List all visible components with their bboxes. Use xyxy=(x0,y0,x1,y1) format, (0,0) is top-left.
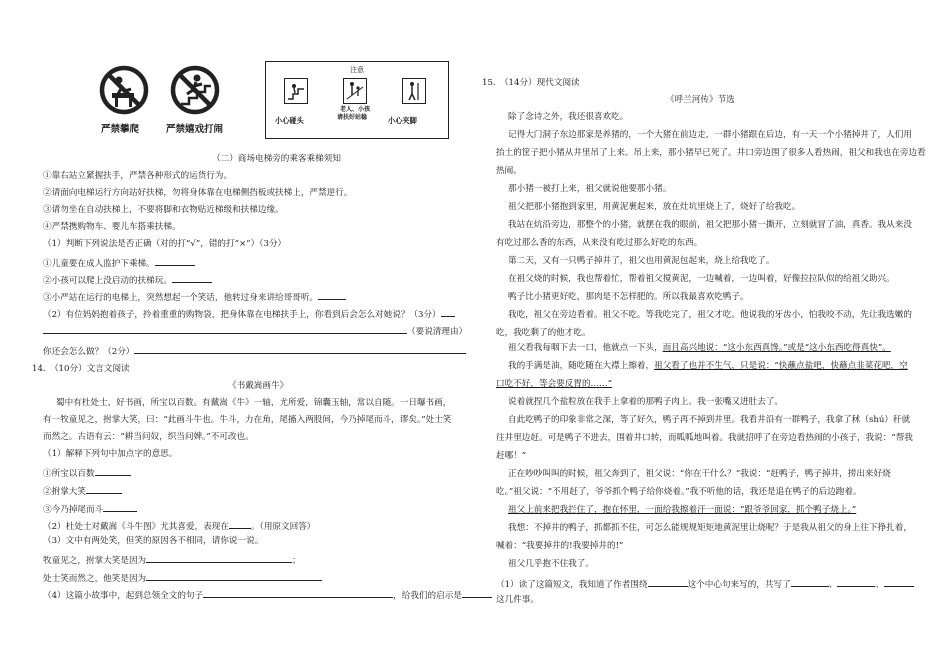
no-climbing-icon xyxy=(98,64,150,116)
sign-caption-no-climbing: 严禁攀爬 xyxy=(101,124,140,135)
question-2-line: （要说清理由） xyxy=(43,324,467,338)
passage-line: 除了念诗之外，我还很喜欢吃。 xyxy=(508,112,629,122)
passage-line-think2: 喊着：“我要掉井的!我要掉井的!” xyxy=(496,541,624,551)
q14-title: 《书戴嵩画牛》 xyxy=(228,381,289,391)
laugh-2: 处士笑而然之，他笑是因为 xyxy=(43,571,322,585)
passage-line: 蜀中有杜处士，好书画，所宝以百数。有戴嵩《牛》一轴，尤所爱，锦囊玉轴，常以自随。一日曝书画， xyxy=(56,398,452,408)
laugh-1: 牧童见之，拊掌大笑是因为 ； xyxy=(43,553,301,567)
word-1: ①所宝以百数 xyxy=(43,466,131,480)
sub-question-4: （4）这篇小故事中，起到总领全文的句子 ，给我们的启示是 xyxy=(43,588,492,602)
passage-line: 那小猪一被打上来，祖父就说他要那小猪。 xyxy=(508,184,672,194)
caption-watch-head: 小心碰头 xyxy=(275,116,304,125)
caption-elderly-line1: 老人、小孩 xyxy=(340,106,371,113)
passage-line-end: 祖父几乎抱不住我了。 xyxy=(508,559,594,569)
answer-blank[interactable] xyxy=(43,324,407,334)
answer-blank[interactable] xyxy=(103,502,137,512)
answer-blank[interactable] xyxy=(155,256,195,266)
answer-blank[interactable] xyxy=(134,344,466,354)
answer-blank[interactable] xyxy=(441,307,455,317)
q15-title: 《呼兰河传》节选 xyxy=(666,95,735,105)
passage-line-underline-1: 祖父看我每咽下去一口，他就点一下头，而且高兴地说：“这小东西真馋。”或是“这小东西吃得真快”。 xyxy=(508,343,891,353)
sign-caption-no-playing: 严禁嬉戏打闹 xyxy=(166,124,224,135)
no-playing-icon xyxy=(169,64,221,116)
answer-blank[interactable] xyxy=(884,577,914,587)
answer-blank[interactable] xyxy=(791,577,829,587)
sub-question-2: （2）杜处士对戴嵩《斗牛图》尤其喜爱，表现在 。（用原文回答） xyxy=(43,519,315,533)
passage-line-shout2: 吃。”祖父说：“不用赶了，爷爷抓个鸭子给你烧着。”我不听他的话，我还是追在鸭子的后边跑着。 xyxy=(496,487,862,497)
passage-line: 我站在炕沿旁边，那整个的小猪，就摆在我的眼前，祖父把那小猪一撕开，立刻就冒了油，真香。我从来没 xyxy=(508,220,912,230)
answer-blank[interactable] xyxy=(146,571,322,581)
answer-blank[interactable] xyxy=(86,484,122,494)
answer-blank[interactable] xyxy=(229,519,251,529)
q15-sub-1: （1）读了这篇短文，我知道了作者围绕 这个中心句来写的，共写了 、 、 xyxy=(496,577,914,591)
passage-line: 有吃过那么香的东西，从来没有吃过那么好吃的东西。 xyxy=(496,238,703,248)
answer-blank[interactable] xyxy=(318,290,346,300)
caption-watch-feet: 小心夹脚 xyxy=(388,116,417,125)
q15-sub-1-end: 这几件事。 xyxy=(496,595,539,605)
passage-line: 在祖父烧的时候，我也帮着忙，帮着祖父搅黄泥，一边喊着，一边叫着，好像拉拉队似的给祖父助兴。 xyxy=(508,274,895,284)
answer-blank[interactable] xyxy=(648,577,688,587)
answer-blank[interactable] xyxy=(95,466,131,476)
answer-blank[interactable] xyxy=(146,553,292,563)
caption-elderly-line2: 请扶好站稳 xyxy=(337,114,368,121)
passage-line-underline-2: 祖父上前来把我拦住了，抱在怀里，一面给我擦着汗一面说：“跟爷爷回家，抓个鸭子烧上。” xyxy=(508,505,857,515)
passage-line: 我吃，祖父在旁边看着。祖父不吃。等我吃完了，祖父才吃。他说我的牙齿小，怕我咬不动，先让我选嫩的 xyxy=(508,310,912,320)
section2-title: （二）商场电梯旁的乘客乘梯须知 xyxy=(212,154,341,164)
passage-line: 吃，我吃剩了的他才吃。 xyxy=(496,328,591,338)
passage-line-shout1: 正在吵吵叫叫的时候，祖父奔到了，祖父说：“你在干什么？”我说：“赶鸭子，鸭子掉井，捞出来好烧 xyxy=(508,469,891,479)
passage-line-think1: 我想：不掉井的鸭子，抓都抓不住，可怎么能规规矩矩地黄泥里让烧呢？于是我从祖父的身上往下挣扎着， xyxy=(508,523,912,533)
passage-line-hand: 我的手满是油，随吃随在大襟上擦着，祖父看了也并不生气，只是说：“快蘸点盐吧，快蘸点韭菜花吧，空 xyxy=(508,361,908,371)
word-3: ③今乃掉尾而斗 xyxy=(43,502,137,516)
passage-line: 而然之。古语有云：“耕当问奴，织当问婢。”不可改也。 xyxy=(43,432,254,442)
passage-line-well2: 往井里边赶。可是鸭子不进去，围着井口转，而呱呱地叫着。我就招呼了在旁边看热闹的小孩子，我说：“帮我 xyxy=(496,433,913,443)
judge-3: ③小严站在运行的电梯上，突然想起一个笑话，他转过身来讲给哥哥听。 xyxy=(43,290,346,304)
passage-line-salt: 说着就捏几个盐粒放在我手上拿着的那鸭子肉上。我一张嘴又进肚去了。 xyxy=(508,397,784,407)
question-2: （2）有位妈妈抱着孩子，拎着重重的购物袋，把身体靠在电梯扶手上，你看到后会怎么对她说？（3分） xyxy=(43,307,455,321)
answer-blank[interactable] xyxy=(172,273,212,283)
answer-blank[interactable] xyxy=(203,588,393,598)
question-2-end: 你还会怎么做？（2分） xyxy=(43,344,466,358)
passage-line: 有一牧童见之，拊掌大笑，曰：“此画斗牛也。牛斗，力在角，尾搐入两股间，今乃掉尾而斗，谬矣。”处士笑 xyxy=(43,415,452,425)
elderly-child-icon xyxy=(343,78,367,104)
judge-1: ①儿童要在成人监护下乘梯。 xyxy=(43,256,195,270)
rule-2: ②请面向电梯运行方向站好扶梯，勿将身体靠在电梯侧挡板或扶梯上，严禁逆行。 xyxy=(43,188,353,198)
passage-line-hand-2: 口吃不好，等会要反胃的……” xyxy=(496,379,613,389)
notice-box xyxy=(265,61,449,139)
watch-head-icon xyxy=(284,78,308,104)
word-2: ②拊掌大笑 xyxy=(43,484,122,498)
question-1: （1）判断下列说法是否正确（对的打“√”，错的打“×”）（3分） xyxy=(43,239,287,249)
passage-line: 祖父把那小猪抱到家里，用黄泥裹起来，放在灶坑里烧上了，烧好了给我吃。 xyxy=(508,202,801,212)
passage-line: 第二天，又有一只鸭子掉井了，祖父也用黄泥包起来，烧上给我吃了。 xyxy=(508,256,775,266)
sub-question-3: （3）文中有两处笑，但笑的原因各不相同，请你说一说。 xyxy=(43,536,264,546)
judge-2: ②小孩可以爬上没启动的扶梯玩。 xyxy=(43,273,212,287)
passage-line: 热闹。 xyxy=(496,166,522,176)
passage-line: 抬土的筐子把小猪从井里吊了上来。吊上来，那小猪早已死了。井口旁边围了很多人看热闹，祖父和我也在旁边看 xyxy=(496,148,926,158)
sub-question-1: （1）解释下列句中加点字的意思。 xyxy=(43,449,178,459)
notice-title: 注意 xyxy=(350,66,364,74)
passage-line-well1: 自此吃鸭子的印象非常之深，等了好久，鸭子再不掉到井里。我看井沿有一群鸭子，我拿了秫（shú）秆就 xyxy=(508,415,911,425)
q14-heading: 14. （10分）文言文阅读 xyxy=(32,364,130,374)
answer-blank[interactable] xyxy=(837,577,875,587)
watch-feet-icon xyxy=(402,78,426,104)
passage-line: 鸭子比小猪更好吃，那肉是不怎样肥的。所以我最喜欢吃鸭子。 xyxy=(508,292,749,302)
q15-heading: 15. （14分）现代文阅读 xyxy=(482,78,580,88)
answer-blank[interactable] xyxy=(462,588,492,598)
passage-line-well3: 赶哪！” xyxy=(496,451,527,461)
rule-1: ①靠右站立紧握扶手，严禁各种形式的运货行为。 xyxy=(43,171,233,181)
rule-3: ③请勿坐在自动扶梯上，不要将脚和衣物贴近梯级和扶梯边缘。 xyxy=(43,205,284,215)
passage-line: 记得大门洞子东边那家是养猪的，一个大猪在前边走，一群小猪跟在后边，有一天一个小猪掉井了，人们用 xyxy=(508,130,912,140)
rule-4: ④严禁携购物车、婴儿车搭乘扶梯。 xyxy=(43,222,181,232)
